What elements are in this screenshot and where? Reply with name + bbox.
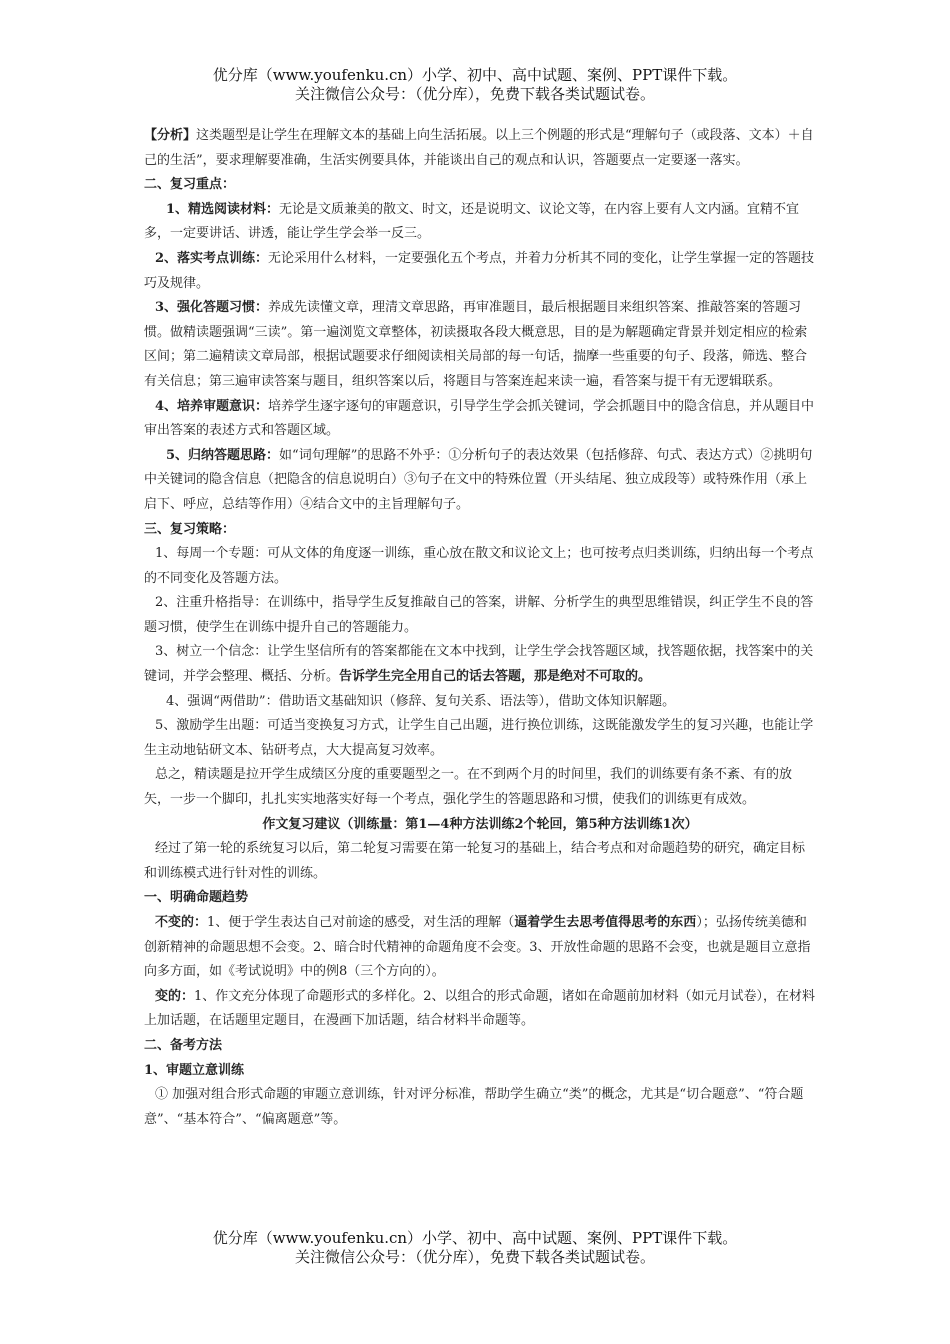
document-body (144, 124, 816, 1132)
page-footer (0, 1229, 950, 1267)
header-line-1: 优分库（www.youfenku.cn）小学、初中、高中试题、案例、PPT课件下载。 (212, 66, 738, 84)
analysis-label: 【分析】 (144, 128, 197, 143)
analysis-text: 这类题型是让学生在理解文本的基础上向生活拓展。以上三个例题的形式是“理解句子（或段落、文本）＋自己的生活”，要求理解要准确，生活实例要具体，并能谈出自己的观点和认识，答题要点一定要逐一落实。 (144, 128, 814, 168)
section2-item-1: 1、精选阅读材料：无论是文质兼美的散文、时文，还是说明文、议论文等，在内容上要有人文内涵。宜精不宜多，一定要讲话、讲透，能让学生学会举一反三。 (144, 201, 800, 242)
section2-heading: 二、复习重点： (144, 177, 236, 193)
section3-heading: 三、复习策略： (144, 521, 236, 537)
composition-title: 作文复习建议（训练量：第1—4种方法训练2个轮回，第5种方法训练1次） (262, 816, 698, 832)
section3-item-1: 1、每周一个专题：可从文体的角度逐一训练，重心放在散文和议论文上；也可按考点归类训练，归纳出每一个考点的不同变化及答题方法。 (144, 546, 814, 586)
composition-heading-2: 二、备考方法 (144, 1037, 223, 1053)
header-line-2: 关注微信公众号：（优分库），免费下载各类试题试卷。 (294, 85, 655, 103)
section2-item-2: 2、落实考点训练：无论采用什么材料，一定要强化五个考点，并着力分析其不同的变化，让学生掌握一定的答题技巧及规律。 (144, 250, 815, 291)
section2-item-3: 3、强化答题习惯：养成先读懂文章，理清文章思路，再审准题目，最后根据题目来组织答案、推敲答案的答题习惯。做精读题强调“三读”。第一遍浏览文章整体，初读摄取各段大概意思，目的是为解题确定背景并划定相应的检索区间；第二遍精读文章局部，根据试题要求仔细阅读相关局部的每一句话，揣摩一些重要的句子、段落，筛选、整合有关信息；第三遍审读答案与题目，组织答案以后，将题目与答案连起来读一遍，看答案与提干有无逻辑联系。 (144, 300, 808, 389)
section3-item-2: 2、注重升格指导：在训练中，指导学生反复推敲自己的答案，讲解、分析学生的典型思维错误，纠正学生不良的答题习惯，使学生在训练中提升自己的答题能力。 (144, 595, 814, 635)
footer-line-1: 优分库（www.youfenku.cn）小学、初中、高中试题、案例、PPT课件下载。 (212, 1229, 738, 1247)
section3-item-5: 5、激励学生出题：可适当变换复习方式，让学生自己出题，进行换位训练，这既能激发学生的复习兴趣，也能让学生主动地钻研文本、钻研考点，大大提高复习效率。 (144, 718, 814, 758)
section2-item-5: 5、归纳答题思路：如“词句理解”的思路不外乎：①分析句子的表达效果（包括修辞、句式、表达方式）②挑明句中关键词的隐含信息（把隐含的信息说明白）③句子在文中的特殊位置（开头结尾、独立成段等）或特殊作用（承上启下、呼应，总结等作用）④结合文中的主旨理解句子。 (144, 447, 813, 512)
composition-changed: 变的：1、作文充分体现了命题形式的多样化。2、以组合的形式命题，诸如在命题前加材料（如元月试卷），在材料上加话题，在话题里定题目，在漫画下加话题，结合材料半命题等。 (144, 988, 816, 1029)
page-header (0, 66, 950, 104)
section3-item-3: 3、树立一个信念：让学生坚信所有的答案都能在文本中找到，让学生学会找答题区域，找答题依据，找答案中的关键词，并学会整理、概括、分析。告诉学生完全用自己的话去答题，那是绝对不可取的。 (144, 644, 814, 685)
composition-heading-1: 一、明确命题趋势 (144, 890, 249, 906)
analysis-paragraph (144, 124, 816, 173)
composition-item-1: ① 加强对组合形式命题的审题立意训练，针对评分标准，帮助学生确立“类”的概念，尤其是“切合题意”、“符合题意”、“基本符合”、“偏离题意”等。 (144, 1087, 804, 1127)
footer-line-2: 关注微信公众号：（优分库），免费下载各类试题试卷。 (294, 1248, 655, 1266)
composition-unchanged: 不变的：1、便于学生表达自己对前途的感受，对生活的理解（逼着学生去思考值得思考的东西）；弘扬传统美德和创新精神的命题思想不会变。2、暗合时代精神的命题角度不会变。3、开放性命题的思路不会变，也就是题目立意指向多方面，如《考试说明》中的例8（三个方向的）。 (144, 915, 811, 980)
section3-summary: 总之，精读题是拉开学生成绩区分度的重要题型之一。在不到两个月的时间里，我们的训练要有条不紊、有的放矢，一步一个脚印，扎扎实实地落实好每一个考点，强化学生的答题思路和习惯，使我们的训练更有成效。 (144, 767, 793, 808)
composition-sub-1: 1、审题立意训练 (144, 1062, 245, 1078)
composition-intro: 经过了第一轮的系统复习以后，第二轮复习需要在第一轮复习的基础上，结合考点和对命题趋势的研究，确定目标和训练模式进行针对性的训练。 (144, 841, 806, 881)
section2-item-4: 4、培养审题意识：培养学生逐字逐句的审题意识，引导学生学会抓关键词，学会抓题目中的隐含信息，并从题目中审出答案的表述方式和答题区域。 (144, 398, 815, 439)
section3-item-4: 4、强调“两借助”：借助语文基础知识（修辞、复句关系、语法等），借助文体知识解题。 (166, 693, 676, 709)
